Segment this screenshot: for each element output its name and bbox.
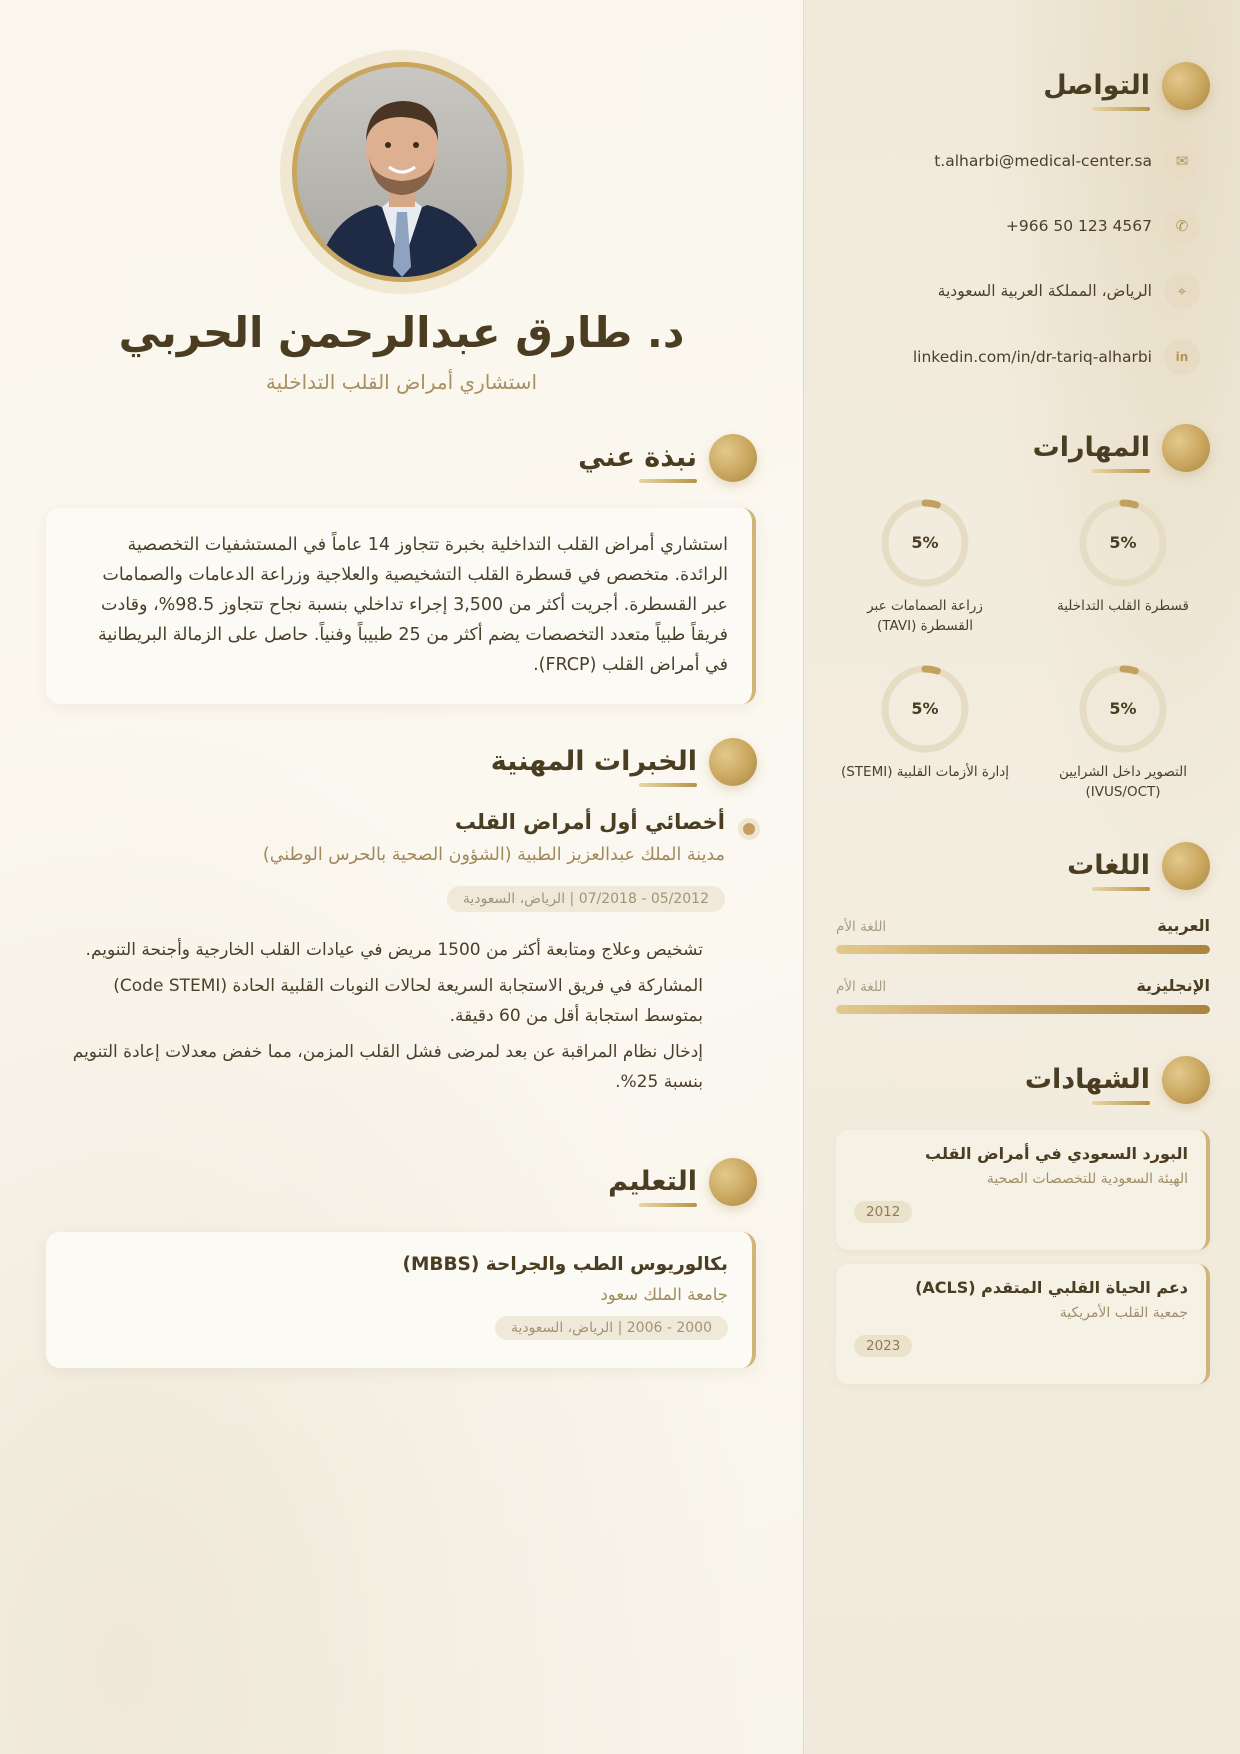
skill-ring bbox=[880, 664, 970, 754]
language-bar bbox=[836, 945, 1210, 954]
education-heading bbox=[608, 1158, 757, 1206]
skill-name: إدارة الأزمات القلبية (STEMI) bbox=[840, 764, 1010, 780]
section-dot-icon bbox=[1162, 424, 1210, 472]
skill-item bbox=[830, 664, 1020, 782]
profile-photo bbox=[292, 62, 512, 282]
section-underline bbox=[639, 783, 697, 787]
list-item: المشاركة في فريق الاستجابة السريعة لحالات النوبات القلبية الحادة (Code STEMI) بمتوسط استجابة أقل من 60 دقيقة. bbox=[113, 976, 703, 1026]
language-level: اللغة الأم bbox=[836, 979, 887, 995]
section-underline bbox=[1092, 107, 1150, 111]
certifications-heading bbox=[1025, 1056, 1210, 1104]
certifications-title: الشهادات bbox=[1024, 1064, 1150, 1095]
certification-org: جمعية القلب الأمريكية bbox=[1059, 1305, 1188, 1321]
skill-ring bbox=[1078, 498, 1168, 588]
skill-item bbox=[1028, 498, 1218, 616]
experience-title: الخبرات المهنية bbox=[490, 746, 697, 777]
skills-heading bbox=[1033, 424, 1210, 472]
skill-name: قسطرة القلب التداخلية bbox=[1057, 598, 1189, 614]
certification-org: الهيئة السعودية للتخصصات الصحية bbox=[986, 1171, 1188, 1187]
person-name: د. طارق عبدالرحمن الحربي bbox=[118, 308, 685, 357]
contact-phone[interactable] bbox=[1006, 208, 1200, 244]
languages-title: اللغات bbox=[1067, 850, 1150, 881]
language-bar-fill bbox=[836, 945, 1210, 954]
linkedin-icon: in bbox=[1164, 339, 1200, 375]
certification-title: البورد السعودي في أمراض القلب bbox=[925, 1144, 1188, 1163]
skill-item bbox=[830, 498, 1020, 636]
skill-item bbox=[1028, 664, 1218, 802]
skills-title: المهارات bbox=[1032, 432, 1150, 463]
location-icon: ⌖ bbox=[1164, 273, 1200, 309]
contact-email[interactable] bbox=[934, 143, 1200, 179]
section-dot-icon bbox=[1162, 842, 1210, 890]
certification-card bbox=[836, 1264, 1210, 1384]
certification-year: 2012 bbox=[854, 1201, 912, 1223]
skill-value: 5% bbox=[1109, 533, 1137, 552]
contact-phone-text: +966 50 123 4567 bbox=[1005, 217, 1152, 235]
certification-title: دعم الحياة القلبي المتقدم (ACLS) bbox=[915, 1278, 1188, 1297]
degree-institution: جامعة الملك سعود bbox=[600, 1285, 728, 1304]
contact-location-text: الرياض، المملكة العربية السعودية bbox=[937, 282, 1152, 300]
section-underline bbox=[639, 479, 697, 483]
phone-icon: ✆ bbox=[1164, 208, 1200, 244]
about-heading bbox=[578, 434, 757, 482]
portrait-image bbox=[297, 67, 507, 277]
language-level: اللغة الأم bbox=[836, 919, 887, 935]
degree-date-badge: 2000 - 2006 | الرياض، السعودية bbox=[495, 1316, 728, 1340]
job-organization: مدينة الملك عبدالعزيز الطبية (الشؤون الصحية بالحرس الوطني) bbox=[262, 845, 725, 865]
person-title: استشاري أمراض القلب التداخلية bbox=[265, 370, 538, 394]
skill-value: 5% bbox=[1109, 699, 1137, 718]
timeline-bullet-icon bbox=[738, 818, 760, 840]
list-item: تشخيص وعلاج ومتابعة أكثر من 1500 مريض في عيادات القلب الخارجية وأجنحة التنويم. bbox=[85, 940, 703, 960]
languages-heading bbox=[1067, 842, 1210, 890]
section-dot-icon bbox=[709, 434, 757, 482]
job-date-badge: 05/2012 - 07/2018 | الرياض، السعودية bbox=[447, 886, 725, 912]
section-underline bbox=[639, 1203, 697, 1207]
section-dot-icon bbox=[709, 1158, 757, 1206]
contact-linkedin-text: linkedin.com/in/dr-tariq-alharbi bbox=[912, 348, 1152, 366]
skill-ring bbox=[1078, 664, 1168, 754]
language-bar bbox=[836, 1005, 1210, 1014]
job-title: أخصائي أول أمراض القلب bbox=[454, 810, 725, 834]
skill-value: 5% bbox=[911, 533, 939, 552]
section-underline bbox=[1092, 887, 1150, 891]
contact-location bbox=[938, 273, 1200, 309]
education-card bbox=[46, 1232, 756, 1368]
email-icon: ✉ bbox=[1164, 143, 1200, 179]
skill-ring bbox=[880, 498, 970, 588]
language-bar-fill bbox=[836, 1005, 1210, 1014]
sidebar bbox=[803, 0, 1240, 1754]
language-name: الإنجليزية bbox=[1136, 976, 1210, 995]
experience-heading bbox=[491, 738, 757, 786]
section-dot-icon bbox=[1162, 62, 1210, 110]
language-item bbox=[836, 976, 1210, 1014]
section-underline bbox=[1092, 1101, 1150, 1105]
about-title: نبذة عني bbox=[578, 442, 697, 473]
contact-heading bbox=[1043, 62, 1210, 110]
job-responsibilities bbox=[53, 935, 703, 1103]
contact-linkedin[interactable] bbox=[913, 339, 1200, 375]
skill-name: التصوير داخل الشرايين (IVUS/OCT) bbox=[1059, 764, 1187, 800]
skill-value: 5% bbox=[911, 699, 939, 718]
section-dot-icon bbox=[709, 738, 757, 786]
list-item: إدخال نظام المراقبة عن بعد لمرضى فشل القلب المزمن، مما خفض معدلات إعادة التنويم بنسبة 25%. bbox=[72, 1042, 703, 1092]
certification-year: 2023 bbox=[854, 1335, 912, 1357]
contact-title: التواصل bbox=[1043, 70, 1150, 101]
about-card bbox=[46, 508, 756, 704]
degree-title: بكالوريوس الطب والجراحة (MBBS) bbox=[402, 1254, 728, 1275]
section-dot-icon bbox=[1162, 1056, 1210, 1104]
skill-name: زراعة الصمامات عبر القسطرة (TAVI) bbox=[867, 598, 983, 634]
about-text: استشاري أمراض القلب التداخلية بخبرة تتجاوز 14 عاماً في المستشفيات التخصصية الرائدة. متخصص في قسطرة القلب التشخيصية والعلاجية وزراعة الدعامات والصمامات عبر القسطرة. أجريت أكثر من 3,500 إجراء تداخلي بنسبة نجاح تتجاوز 98.5%، وقادت فريقاً طبياً متعدد التخصصات يضم أكثر من 25 طبيباً وفنياً. حاصل على الزمالة البريطانية في أمراض القلب (FRCP). bbox=[98, 535, 728, 675]
language-item bbox=[836, 916, 1210, 954]
education-title: التعليم bbox=[608, 1166, 697, 1197]
section-underline bbox=[1092, 469, 1150, 473]
contact-email-text: t.alharbi@medical-center.sa bbox=[934, 152, 1152, 170]
language-name: العربية bbox=[1157, 916, 1210, 935]
certification-card bbox=[836, 1130, 1210, 1250]
